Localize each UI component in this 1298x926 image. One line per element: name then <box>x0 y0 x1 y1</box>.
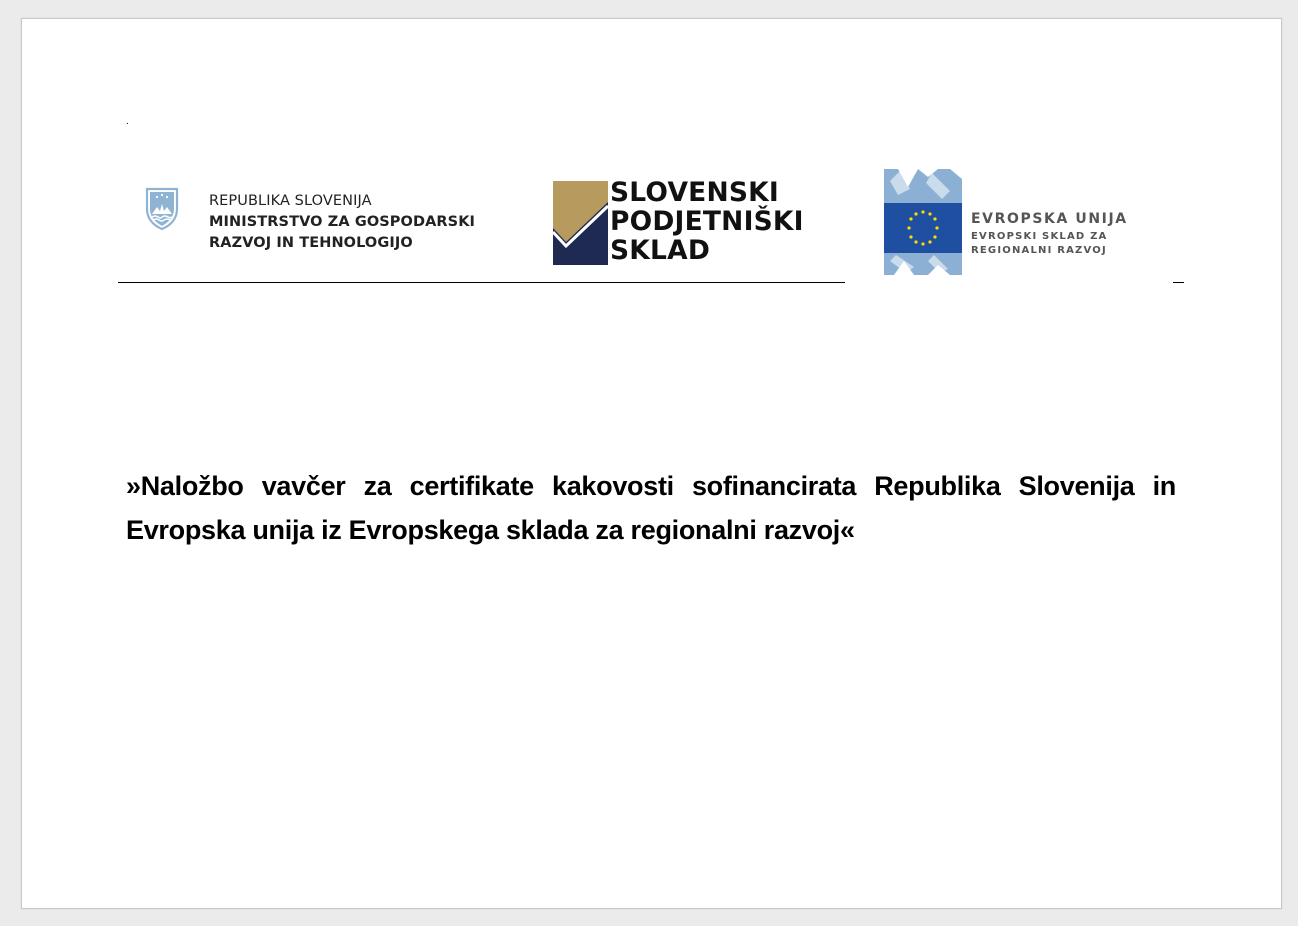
header-rule-end <box>1173 282 1184 283</box>
gov-logo-line1: REPUBLIKA SLOVENIJA <box>209 193 372 209</box>
sps-logo-line1: SLOVENSKI <box>610 177 779 208</box>
evropska-unija-logo <box>884 169 1144 275</box>
sps-logo-line2: PODJETNIŠKI <box>610 206 804 237</box>
header-rule <box>118 282 845 283</box>
gov-logo-text <box>209 191 475 254</box>
sps-checkmark-icon <box>552 180 610 266</box>
eu-logo-sub2: REGIONALNI RAZVOJ <box>971 245 1107 256</box>
eu-logo-title: EVROPSKA UNIJA <box>971 211 1128 227</box>
republika-slovenija-logo <box>144 187 474 251</box>
sps-logo-line3: SKLAD <box>610 235 711 266</box>
eu-logo-subtitle <box>971 230 1108 258</box>
gov-logo-line3: RAZVOJ IN TEHNOLOGIJO <box>209 235 413 251</box>
funding-statement: »Naložbo vavčer za certifikate kakovosti sofinancirata Republika Slovenija in Evropska unija iz Evropskega sklada za regionalni razvoj« <box>126 471 1176 545</box>
eu-flag-icon <box>884 169 962 275</box>
eu-logo-sub1: EVROPSKI SKLAD ZA <box>971 231 1108 242</box>
stray-dot: . <box>126 116 129 127</box>
slovenian-crest-icon <box>144 187 180 231</box>
gov-logo-line2: MINISTRSTVO ZA GOSPODARSKI <box>209 214 476 230</box>
document-page <box>21 18 1282 909</box>
sps-logo-text <box>610 178 804 265</box>
slovenski-podjetniski-sklad-logo <box>552 177 804 268</box>
